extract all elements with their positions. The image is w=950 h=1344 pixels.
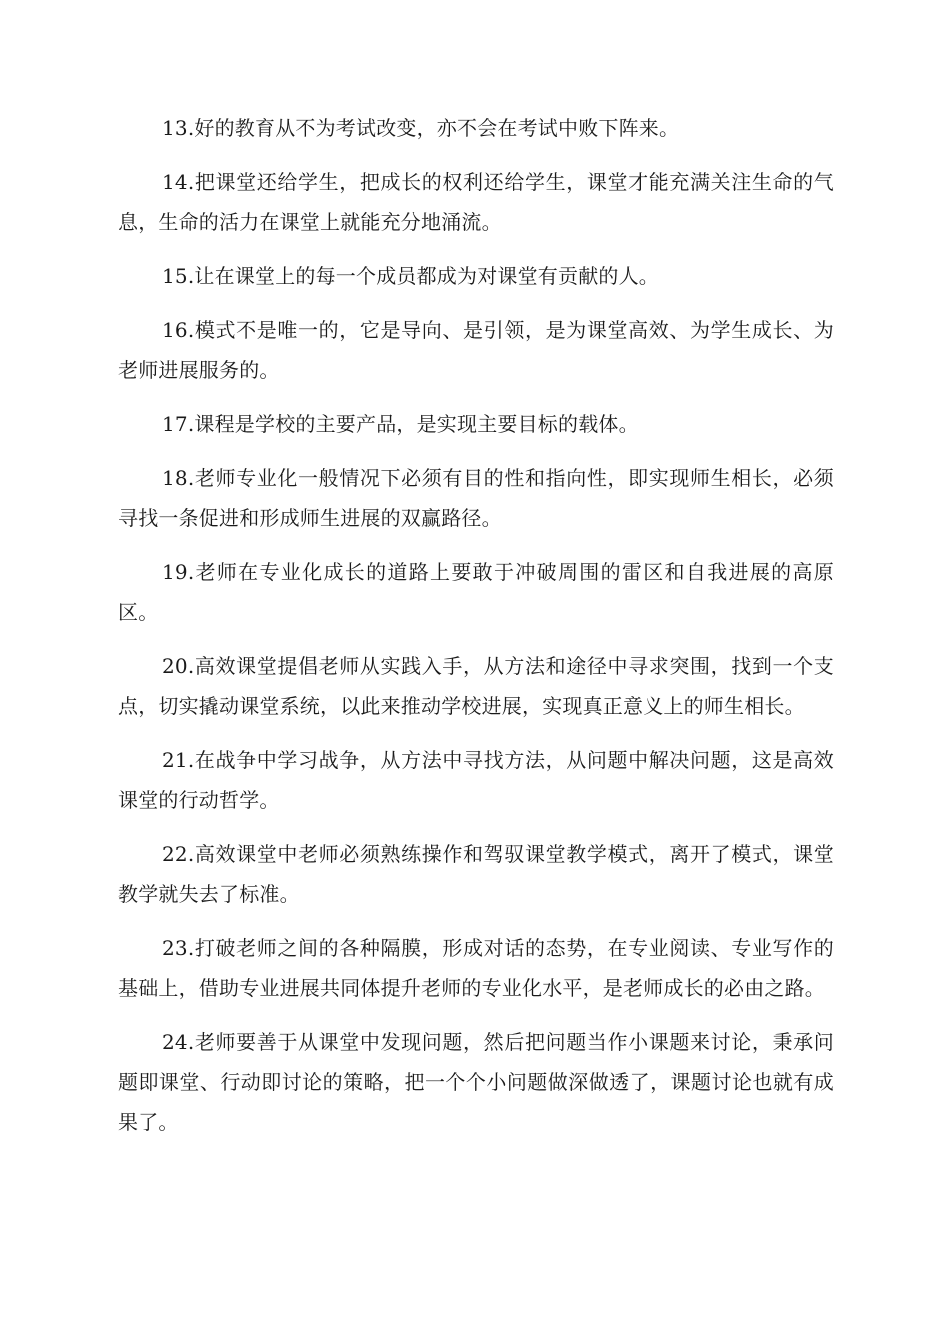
paragraph-14: 14.把课堂还给学生，把成长的权利还给学生，课堂才能充满关注生命的气息，生命的活力在课堂上就能充分地涌流。 (118, 170, 834, 234)
paragraph-15: 15.让在课堂上的每一个成员都成为对课堂有贡献的人。 (162, 264, 660, 288)
paragraph-18: 18.老师专业化一般情况下必须有目的性和指向性，即实现师生相长，必须寻找一条促进和形成师生进展的双赢路径。 (118, 466, 834, 530)
paragraph-22: 22.高效课堂中老师必须熟练操作和驾驭课堂教学模式，离开了模式，课堂教学就失去了标准。 (118, 842, 834, 906)
paragraph-17: 17.课程是学校的主要产品，是实现主要目标的载体。 (162, 412, 639, 436)
paragraph-20: 20.高效课堂提倡老师从实践入手，从方法和途径中寻求突围，找到一个支点，切实撬动课堂系统，以此来推动学校进展，实现真正意义上的师生相长。 (118, 654, 834, 718)
paragraph-19: 19.老师在专业化成长的道路上要敢于冲破周围的雷区和自我进展的高原区。 (118, 560, 834, 624)
paragraph-21: 21.在战争中学习战争，从方法中寻找方法，从问题中解决问题，这是高效课堂的行动哲学。 (118, 748, 834, 812)
paragraph-23: 23.打破老师之间的各种隔膜，形成对话的态势，在专业阅读、专业写作的基础上，借助专业进展共同体提升老师的专业化水平，是老师成长的必由之路。 (118, 936, 834, 1000)
paragraph-16: 16.模式不是唯一的，它是导向、是引领，是为课堂高效、为学生成长、为老师进展服务的。 (118, 318, 834, 382)
paragraph-13: 13.好的教育从不为考试改变，亦不会在考试中败下阵来。 (162, 116, 680, 140)
paragraph-24: 24.老师要善于从课堂中发现问题，然后把问题当作小课题来讨论，秉承问题即课堂、行动即讨论的策略，把一个个小问题做深做透了，课题讨论也就有成果了。 (118, 1030, 834, 1134)
document-body (118, 108, 834, 1156)
